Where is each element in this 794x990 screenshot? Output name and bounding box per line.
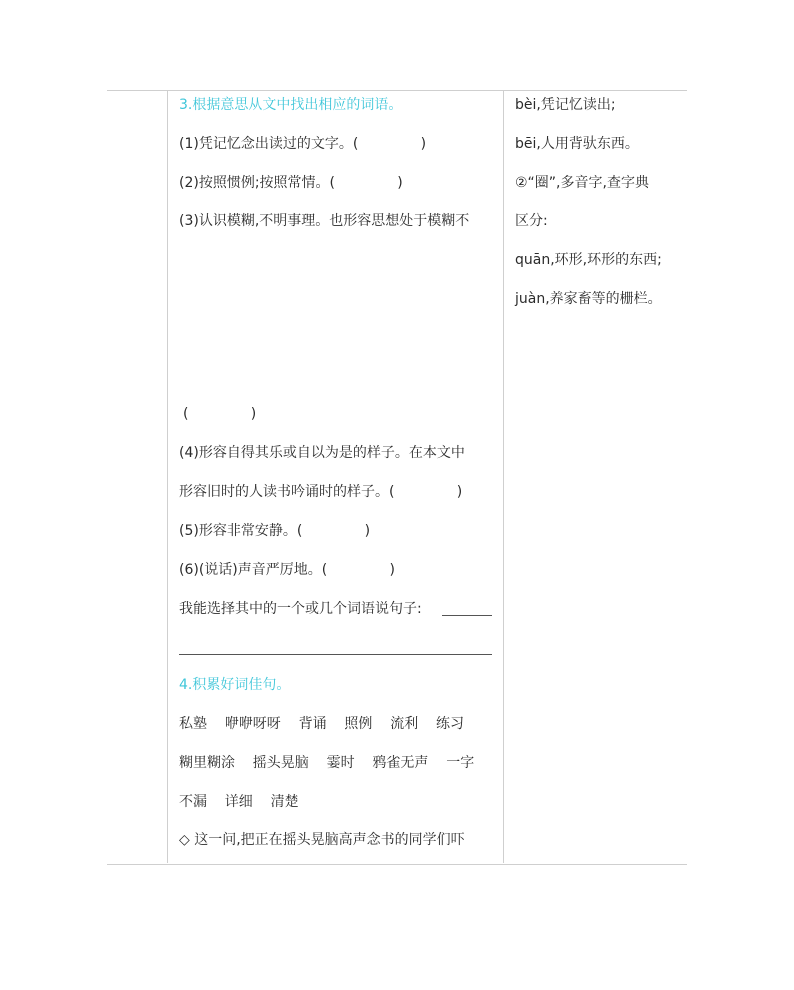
sentence-prompt: 我能选择其中的一个或几个词语说句子: [179, 601, 422, 617]
question-4-title: 4.积累好词佳句。 [179, 677, 291, 693]
q3-item-3-blank: ( ) [183, 406, 257, 422]
right-note-5: quān,环形,环形的东西; [515, 252, 662, 268]
q3-item-4-cont: 形容旧时的人读书吟诵时的样子。( ) [179, 484, 463, 500]
right-note-2: bēi,人用背驮东西。 [515, 136, 639, 152]
notes-table [107, 90, 687, 865]
column-divider-right [503, 90, 504, 863]
q3-item-4: (4)形容自得其乐或自以为是的样子。在本文中 [179, 445, 465, 461]
q3-item-5: (5)形容非常安静。( ) [179, 523, 371, 539]
right-note-6: juàn,养家畜等的栅栏。 [515, 291, 662, 307]
q3-item-2: (2)按照惯例;按照常情。( ) [179, 175, 403, 191]
question-3-title: 3.根据意思从文中找出相应的词语。 [179, 97, 403, 113]
q3-item-6: (6)(说话)声音严厉地。( ) [179, 562, 395, 578]
word-list-line-2: 糊里糊涂 摇头晃脑 霎时 鸦雀无声 一字 [179, 755, 475, 771]
word-list-line-1: 私塾 咿咿呀呀 背诵 照例 流利 练习 [179, 716, 465, 732]
right-note-3: ②“圈”,多音字,查字典 [515, 175, 649, 191]
answer-line-short[interactable] [442, 615, 492, 616]
good-sentence-line: ◇ 这一问,把正在摇头晃脑高声念书的同学们吓 [179, 832, 465, 848]
answer-line-full[interactable] [179, 654, 492, 655]
q3-item-1: (1)凭记忆念出读过的文字。( ) [179, 136, 427, 152]
q3-item-3: (3)认识模糊,不明事理。也形容思想处于模糊不 [179, 213, 470, 229]
word-list-line-3: 不漏 详细 清楚 [179, 794, 299, 810]
right-note-4: 区分: [515, 213, 548, 229]
right-note-1: bèi,凭记忆读出; [515, 97, 616, 113]
column-divider-left [167, 90, 168, 863]
